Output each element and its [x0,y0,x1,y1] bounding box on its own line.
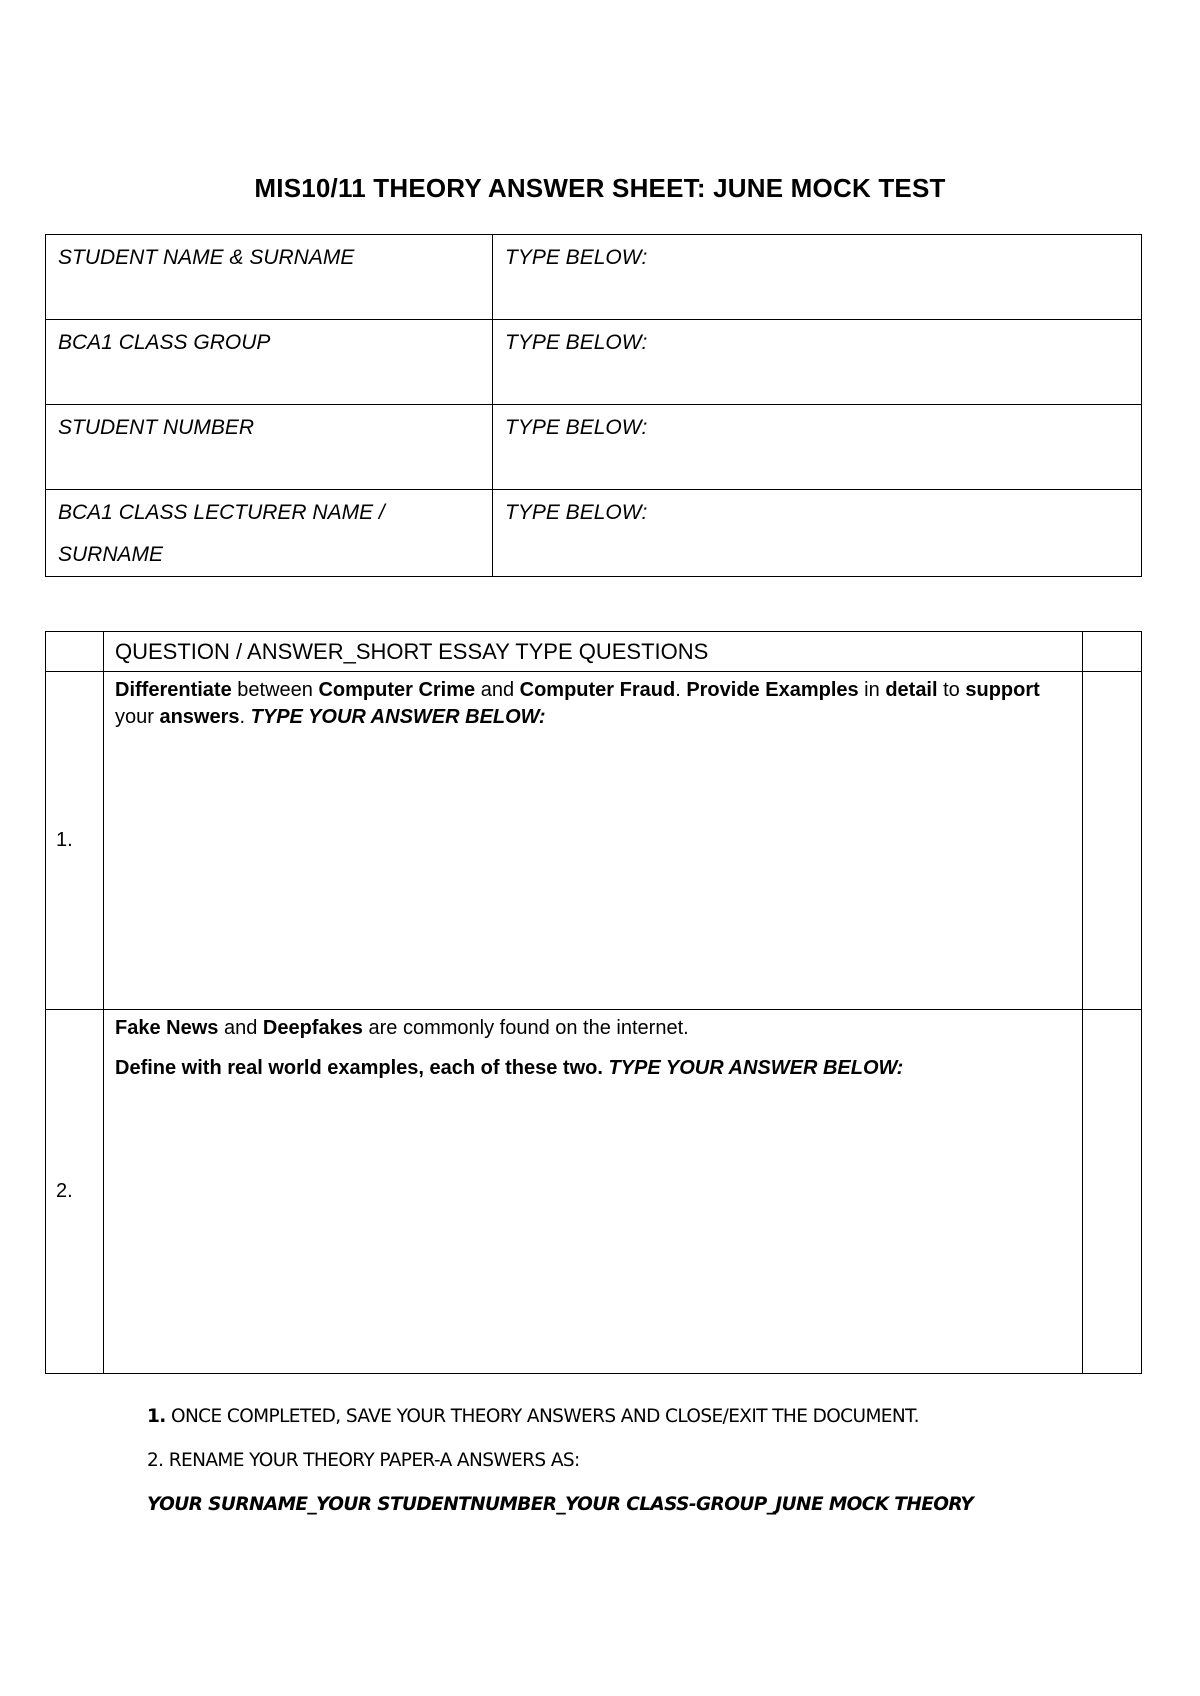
mark-cell-2 [1083,1010,1142,1374]
student-name-label: STUDENT NAME & SURNAME [46,235,493,320]
student-number-field[interactable]: TYPE BELOW: [493,405,1142,490]
class-group-label: BCA1 CLASS GROUP [46,320,493,405]
filename-format: YOUR SURNAME_YOUR STUDENTNUMBER_YOUR CLASS-GROUP_JUNE MOCK THEORY [147,1494,974,1515]
question-table [45,631,1142,1374]
student-number-label: STUDENT NUMBER [46,405,493,490]
instruction-1: 1. ONCE COMPLETED, SAVE YOUR THEORY ANSWERS AND CLOSE/EXIT THE DOCUMENT. [147,1406,919,1427]
lecturer-name-row [46,490,1142,577]
header-mark-cell [1083,632,1142,672]
answer-area-1[interactable] [104,672,1083,1010]
question-row-1 [46,672,1142,1010]
question-row-2 [46,1010,1142,1374]
lecturer-name-field[interactable]: TYPE BELOW: [493,490,1142,577]
question-text-2a: Fake News and Deepfakes are commonly found on the internet. [115,1017,689,1039]
answer-area-2[interactable] [104,1010,1083,1374]
header-number-cell [46,632,104,672]
question-text-2b: Define with real world examples, each of these two. TYPE YOUR ANSWER BELOW: [115,1057,904,1079]
student-name-row [46,235,1142,320]
page-title: MIS10/11 THEORY ANSWER SHEET: JUNE MOCK TEST [254,173,946,203]
instruction-2: 2. RENAME YOUR THEORY PAPER-A ANSWERS AS: [147,1450,580,1471]
question-text-1: Differentiate between Computer Crime and Computer Fraud. Provide Examples in detail to support your answers. TYPE YOUR ANSWER BELOW: [115,679,1040,728]
student-info-table [45,234,1142,577]
question-table-heading: QUESTION / ANSWER_SHORT ESSAY TYPE QUESTIONS [104,632,1083,672]
mark-cell-1 [1083,672,1142,1010]
submission-instructions [147,1405,1147,1537]
class-group-field[interactable]: TYPE BELOW: [493,320,1142,405]
student-name-field[interactable]: TYPE BELOW: [493,235,1142,320]
student-number-row [46,405,1142,490]
class-group-row [46,320,1142,405]
question-number-1: 1. [46,672,104,1010]
lecturer-name-label: BCA1 CLASS LECTURER NAME / SURNAME [46,490,493,577]
question-table-header [46,632,1142,672]
question-number-2: 2. [46,1010,104,1374]
